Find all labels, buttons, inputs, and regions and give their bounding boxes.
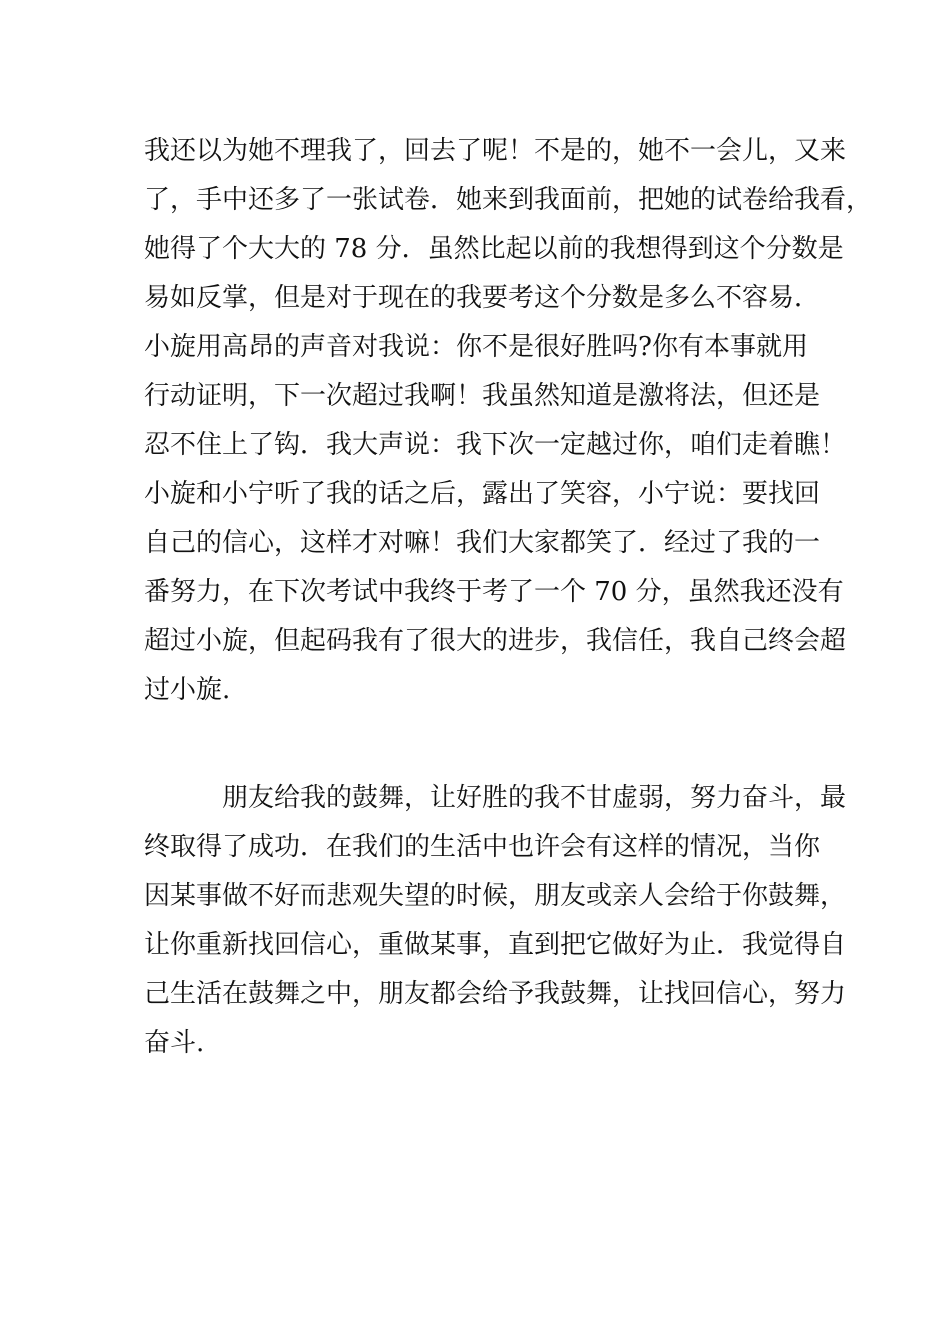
paragraph-1-line: 行动证明，下一次超过我啊！我虽然知道是激将法，但还是 xyxy=(144,381,821,411)
paragraph-1-line: 自己的信心，这样才对嘛！我们大家都笑了．经过了我的一 xyxy=(144,528,821,558)
paragraph-1-line: 忍不住上了钩．我大声说：我下次一定越过你，咱们走着瞧！ xyxy=(144,430,847,460)
paragraph-1 xyxy=(144,127,873,715)
paragraph-1-line: 了，手中还多了一张试卷．她来到我面前，把她的试卷给我看， xyxy=(144,185,873,215)
paragraph-1-line: 小旋用高昂的声音对我说：你不是很好胜吗?你有本事就用 xyxy=(144,332,808,362)
paragraph-1-line: 小旋和小宁听了我的话之后，露出了笑容，小宁说：要找回 xyxy=(144,479,821,509)
paragraph-2-line: 终取得了成功．在我们的生活中也许会有这样的情况，当你 xyxy=(144,832,821,862)
paragraph-2-line: 奋斗. xyxy=(144,1028,205,1058)
paragraph-2-line: 因某事做不好而悲观失望的时候，朋友或亲人会给于你鼓舞， xyxy=(144,881,847,911)
paragraph-2-line: 己生活在鼓舞之中，朋友都会给予我鼓舞，让找回信心，努力 xyxy=(144,979,847,1009)
paragraph-2-line: 朋友给我的鼓舞，让好胜的我不甘虚弱，努力奋斗，最 xyxy=(222,783,847,813)
paragraph-1-line: 超过小旋，但起码我有了很大的进步，我信任，我自己终会超 xyxy=(144,626,847,656)
paragraph-1-line: 过小旋. xyxy=(144,675,231,705)
paragraph-1-line: 易如反掌，但是对于现在的我要考这个分数是多么不容易． xyxy=(144,283,821,313)
paragraph-2 xyxy=(144,774,847,1068)
paragraph-2-line: 让你重新找回信心，重做某事，直到把它做好为止．我觉得自 xyxy=(144,930,847,960)
paragraph-1-line: 我还以为她不理我了，回去了呢！不是的，她不一会儿，又来 xyxy=(144,136,847,166)
paragraph-1-line: 番努力，在下次考试中我终于考了一个 70 分，虽然我还没有 xyxy=(144,577,844,607)
paragraph-1-line: 她得了个大大的 78 分．虽然比起以前的我想得到这个分数是 xyxy=(144,234,844,264)
